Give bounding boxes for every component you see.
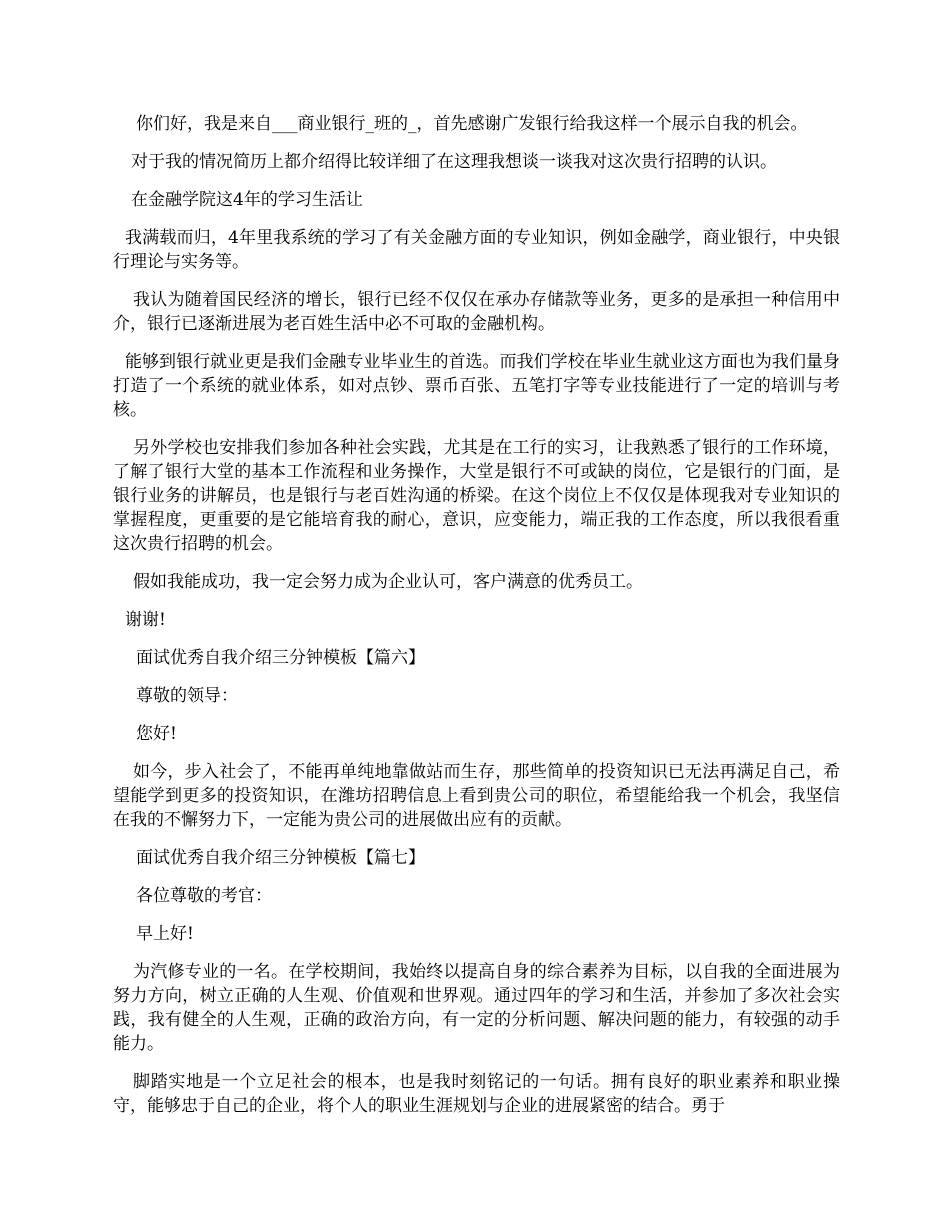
paragraph-resume: 对于我的情况简历上都介绍得比较详细了在这理我想谈一谈我对这次贵行招聘的认识。 [131,152,777,172]
document-body [113,112,840,1132]
paragraph-hello: 您好! [136,724,177,744]
paragraph-college: 在金融学院这4年的学习生活让 [131,190,363,210]
paragraph-auto-repair: 为汽修专业的一名。在学校期间，我始终以提高自身的综合素养为目标，以自我的全面进展为努力方向，树立正确的人生观、价值观和世界观。通过四年的学习和生活，并参加了多次社会实践，我有健全的人生观，正确的政治方向，有一定的分析问题、解决问题的能力，有较强的动手能力。 [113,962,840,1054]
paragraph-society: 如今，步入社会了，不能再单纯地靠做站而生存，那些简单的投资知识已无法再满足自己，希望能学到更多的投资知识，在潍坊招聘信息上看到贵公司的职位，希望能给我一个机会，我坚信在我的不懈努力下，一定能为贵公司的进展做出应有的贡献。 [113,762,840,830]
paragraph-economy: 我认为随着国民经济的增长，银行已经不仅仅在承办存储款等业务，更多的是承担一种信用中介，银行已逐渐进展为老百姓生活中必不可取的金融机构。 [113,290,840,334]
paragraph-success: 假如我能成功，我一定会努力成为企业认可，客户满意的优秀员工。 [133,572,643,592]
paragraph-greeting: 你们好，我是来自___商业银行_班的_，首先感谢广发银行给我这样一个展示自我的机会。 [136,114,808,134]
paragraph-practice: 另外学校也安排我们参加各种社会实践，尤其是在工行的实习，让我熟悉了银行的工作环境，了解了银行大堂的基本工作流程和业务操作，大堂是银行不可或缺的岗位，它是银行的门面，是银行业务的讲解员，也是银行与老百姓沟通的桥梁。在这个岗位上不仅仅是体现我对专业知识的掌握程度，更重要的是它能培育我的耐心，意识，应变能力，端正我的工作态度，所以我很看重这次贵行招聘的机会。 [113,438,840,554]
section-heading-six: 面试优秀自我介绍三分钟模板【篇六】 [136,648,425,668]
paragraph-down-to-earth: 脚踏实地是一个立足社会的根本，也是我时刻铭记的一句话。拥有良好的职业素养和职业操守，能够忠于自己的企业，将个人的职业生涯规划与企业的进展紧密的结合。勇于 [113,1072,840,1116]
section-heading-seven: 面试优秀自我介绍三分钟模板【篇七】 [136,848,425,868]
paragraph-salutation-examiners: 各位尊敬的考官： [136,886,272,906]
paragraph-employment: 能够到银行就业更是我们金融专业毕业生的首选。而我们学校在毕业生就业这方面也为我们量身打造了一个系统的就业体系，如对点钞、票币百张、五笔打字等专业技能进行了一定的培训与考核。 [113,352,840,420]
paragraph-thanks: 谢谢! [125,610,166,630]
paragraph-study: 我满载而归，4年里我系统的学习了有关金融方面的专业知识，例如金融学，商业银行，中央银行理论与实务等。 [113,228,840,272]
paragraph-good-morning: 早上好! [136,924,194,944]
paragraph-salutation-leader: 尊敬的领导： [136,686,238,706]
